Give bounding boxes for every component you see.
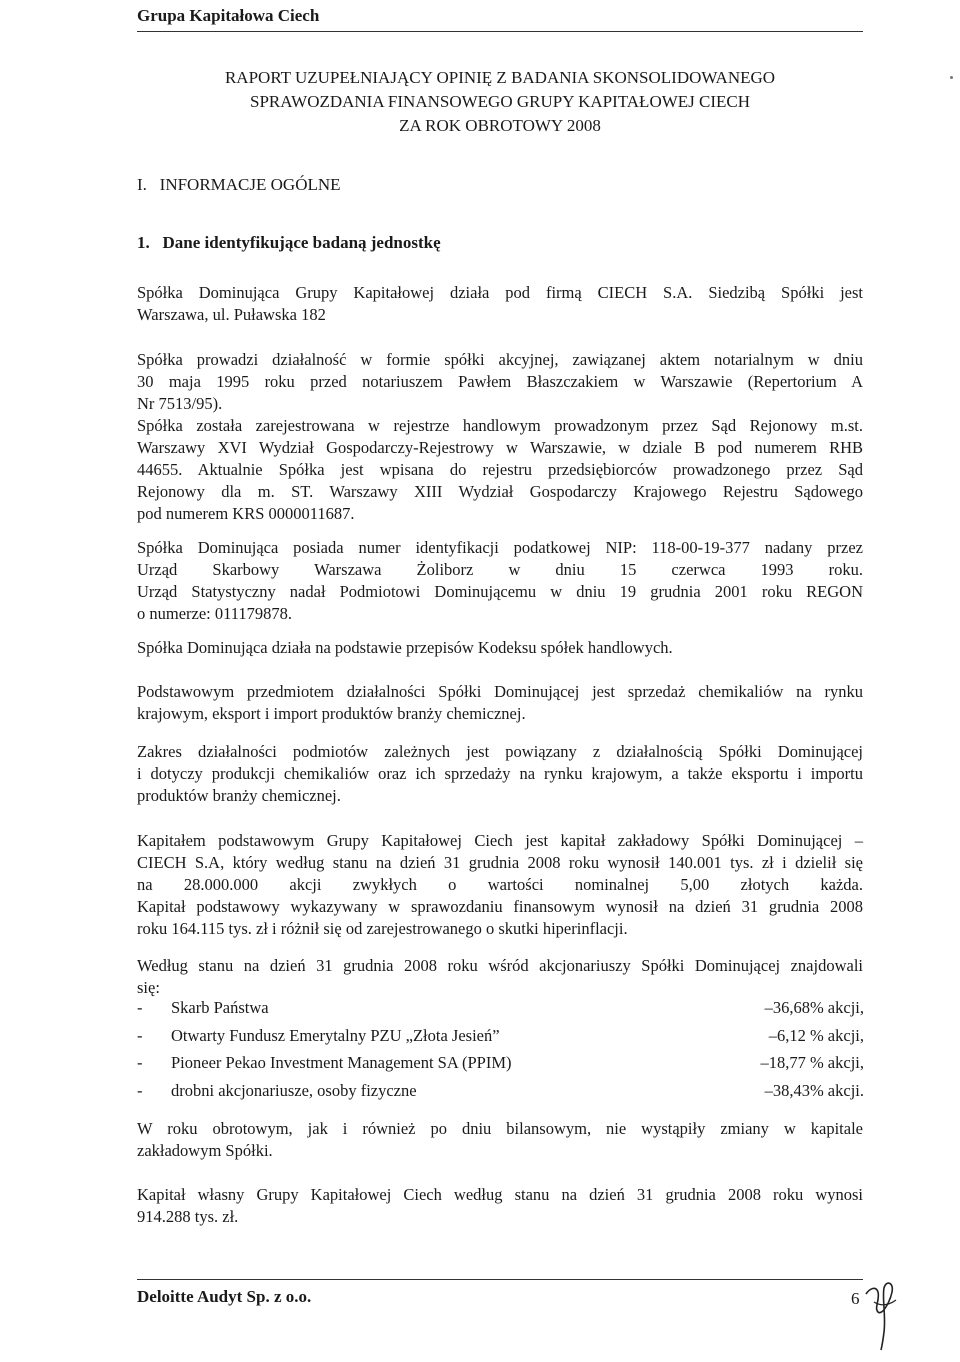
paragraph-line: Urząd Skarbowy Warszawa Żoliborz w dniu 15 czerwca 1993 roku. — [137, 560, 863, 579]
paragraph-line: Zakres działalności podmiotów zależnych jest powiązany z działalnością Spółki Dominującej — [137, 742, 863, 761]
shareholder-name: Pioneer Pekao Investment Management SA (PPIM) — [171, 1053, 512, 1072]
report-title-line: ZA ROK OBROTOWY 2008 — [399, 116, 601, 135]
paragraph-line: W roku obrotowym, jak i również po dniu bilansowym, nie wystąpiły zmiany w kapitale — [137, 1119, 863, 1138]
paragraph — [137, 637, 863, 659]
paragraph-line: i dotyczy produkcji chemikaliów oraz ich sprzedaży na rynku krajowym, a także eksportu i importu — [137, 764, 863, 783]
footer-company: Deloitte Audyt Sp. z o.o. — [137, 1287, 312, 1306]
paragraph-line: Warszawa, ul. Puławska 182 — [137, 305, 326, 324]
paragraph-line: się: — [137, 978, 160, 997]
paragraph — [137, 349, 863, 525]
shareholder-share: –36,68% akcji, — [764, 998, 864, 1017]
header-company: Grupa Kapitałowa Ciech — [137, 6, 320, 25]
scan-speck — [950, 76, 953, 79]
bullet-dash: - — [137, 1080, 143, 1100]
paragraph — [137, 830, 863, 940]
paragraph — [137, 537, 863, 625]
paragraph-line: Rejonowy dla m. ST. Warszawy XIII Wydział Gospodarczy Krajowego Rejestru Sądowego — [137, 482, 863, 501]
shareholder-list — [137, 998, 864, 1108]
paragraph-line: o numerze: 011179878. — [137, 604, 293, 623]
paragraph — [137, 1118, 863, 1162]
footer-rule — [137, 1279, 863, 1280]
report-title-line: SPRAWOZDANIA FINANSOWEGO GRUPY KAPITAŁOWEJ CIECH — [249, 92, 751, 111]
shareholder-share: –38,43% akcji. — [764, 1080, 864, 1100]
paragraph-line: 30 maja 1995 roku przed notariuszem Pawłem Błaszczakiem w Warszawie (Repertorium A — [137, 372, 863, 391]
paragraph-line: na 28.000.000 akcji zwykłych o wartości nominalnej 5,00 złotych każda. — [137, 875, 863, 894]
shareholder-share: –18,77 % akcji, — [760, 1053, 864, 1072]
paragraph-line: Spółka Dominująca działa na podstawie przepisów Kodeksu spółek handlowych. — [137, 638, 673, 657]
paragraph-line: roku 164.115 tys. zł i różnił się od zarejestrowanego o skutki hiperinflacji. — [137, 919, 628, 938]
shareholder-name: Skarb Państwa — [171, 998, 269, 1017]
paragraph-line: Kapitał własny Grupy Kapitałowej Ciech według stanu na dzień 31 grudnia 2008 roku wynosi — [137, 1185, 863, 1204]
paragraph-line: krajowym, eksport i import produktów branży chemicznej. — [137, 704, 526, 723]
shareholder-row — [137, 1081, 864, 1109]
paragraph-line: 44655. Aktualnie Spółka jest wpisana do rejestru przedsiębiorców prowadzonego przez Sąd — [137, 460, 863, 479]
report-title — [150, 66, 850, 138]
paragraph-line: Według stanu na dzień 31 grudnia 2008 roku wśród akcjonariuszy Spółki Dominującej znajdowali — [137, 956, 863, 975]
handwritten-initials — [860, 1272, 906, 1352]
paragraph-line: Spółka Dominująca posiada numer identyfikacji podatkowej NIP: 118-00-19-377 nadany przez — [137, 538, 863, 557]
shareholder-name: Otwarty Fundusz Emerytalny PZU „Złota Jesień” — [171, 1025, 500, 1045]
subsection-heading: 1. Dane identyfikujące badaną jednostkę — [137, 233, 441, 252]
paragraph-line: Spółka Dominująca Grupy Kapitałowej działa pod firmą CIECH S.A. Siedzibą Spółki jest — [137, 283, 863, 302]
paragraph-line: produktów branży chemicznej. — [137, 786, 341, 805]
bullet-dash: - — [137, 998, 143, 1017]
paragraph-line: Spółka została zarejestrowana w rejestrze handlowym prowadzonym przez Sąd Rejonowy m.st. — [137, 416, 863, 435]
shareholder-name: drobni akcjonariusze, osoby fizyczne — [171, 1080, 417, 1100]
paragraph — [137, 955, 863, 999]
shareholder-row — [137, 998, 864, 1026]
shareholder-row — [137, 1026, 864, 1054]
paragraph — [137, 282, 863, 326]
paragraph — [137, 1184, 863, 1228]
report-title-line: RAPORT UZUPEŁNIAJĄCY OPINIĘ Z BADANIA SKONSOLIDOWANEGO — [224, 68, 776, 87]
paragraph-line: Kapitałem podstawowym Grupy Kapitałowej Ciech jest kapitał zakładowy Spółki Dominującej – — [137, 831, 863, 850]
bullet-dash: - — [137, 1025, 143, 1045]
paragraph — [137, 741, 863, 807]
paragraph-line: Kapitał podstawowy wykazywany w sprawozdaniu finansowym wynosił na dzień 31 grudnia 2008 — [137, 897, 863, 916]
paragraph-line: Warszawy XVI Wydział Gospodarczy-Rejestrowy w Warszawie, w dziale B pod numerem RHB — [137, 438, 863, 457]
paragraph-line: Nr 7513/95). — [137, 394, 223, 413]
paragraph-line: Urząd Statystyczny nadał Podmiotowi Dominującemu w dniu 19 grudnia 2001 roku REGON — [137, 582, 863, 601]
paragraph-line: zakładowym Spółki. — [137, 1141, 273, 1160]
paragraph-line: pod numerem KRS 0000011687. — [137, 504, 355, 523]
header-rule — [137, 31, 863, 32]
bullet-dash: - — [137, 1053, 143, 1072]
shareholder-share: –6,12 % akcji, — [768, 1025, 864, 1045]
paragraph-line: Spółka prowadzi działalność w formie spółki akcyjnej, zawiązanej aktem notarialnym w dniu — [137, 350, 863, 369]
paragraph — [137, 681, 863, 725]
paragraph-line: CIECH S.A, który według stanu na dzień 31 grudnia 2008 roku wynosił 140.001 tys. zł i dzielił się — [137, 853, 863, 872]
shareholder-row — [137, 1053, 864, 1081]
paragraph-line: 914.288 tys. zł. — [137, 1207, 239, 1226]
page-number: 6 — [851, 1289, 860, 1308]
paragraph-line: Podstawowym przedmiotem działalności Spółki Dominującej jest sprzedaż chemikaliów na rynku — [137, 682, 863, 701]
section-heading: I. INFORMACJE OGÓLNE — [137, 175, 341, 194]
